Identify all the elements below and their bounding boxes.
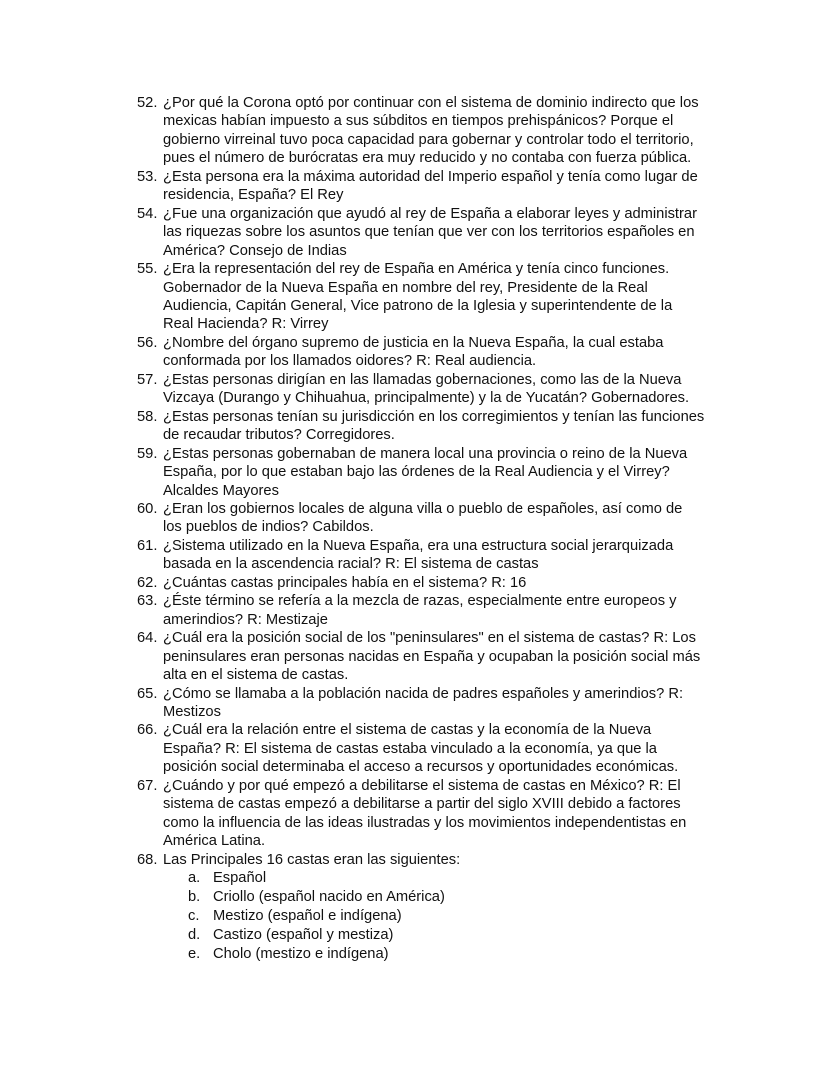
- text-line: residencia, España? El Rey: [163, 187, 344, 204]
- item-number: 67.: [137, 777, 158, 794]
- question-item: [137, 574, 704, 592]
- item-number: 54.: [137, 205, 158, 222]
- text-line: Alcaldes Mayores: [163, 482, 279, 499]
- item-number: 62.: [137, 574, 158, 591]
- item-number: 65.: [137, 685, 158, 702]
- text-line: ¿Cómo se llamaba a la población nacida de padres españoles y amerindios? R:: [163, 685, 684, 702]
- item-number: 53.: [137, 168, 158, 185]
- text-line: los pueblos de indios? Cabildos.: [163, 519, 374, 536]
- text-line: Gobernador de la Nueva España en nombre del rey, Presidente de la Real: [163, 279, 648, 296]
- sub-item-text: Español: [213, 870, 267, 887]
- item-number: 63.: [137, 593, 158, 610]
- sub-item-letter: c.: [188, 908, 200, 925]
- sub-list-item: [137, 869, 704, 888]
- question-item: [137, 721, 704, 776]
- text-line: ¿Fue una organización que ayudó al rey de España a elaborar leyes y administrar: [163, 205, 697, 222]
- question-item: [137, 260, 704, 334]
- question-item: [137, 205, 704, 260]
- text-line: sistema de castas empezó a debilitarse a partir del siglo XVIII debido a factores: [163, 796, 681, 813]
- text-line: América? Consejo de Indias: [163, 242, 347, 259]
- text-line: basada en la ascendencia racial? R: El sistema de castas: [163, 556, 539, 573]
- text-line: ¿Cuál era la relación entre el sistema de castas y la economía de la Nueva: [163, 722, 652, 739]
- sub-item-letter: e.: [188, 946, 201, 963]
- item-number: 66.: [137, 722, 158, 739]
- text-line: alta en el sistema de castas.: [163, 667, 349, 684]
- text-line: Real Hacienda? R: Virrey: [163, 316, 329, 333]
- text-line: amerindios? R: Mestizaje: [163, 611, 328, 628]
- item-number: 60.: [137, 500, 158, 517]
- question-item: [137, 629, 704, 684]
- text-line: conformada por los llamados oidores? R: Real audiencia.: [163, 353, 537, 370]
- question-item: [137, 408, 704, 445]
- item-text: [163, 168, 698, 205]
- text-line: ¿Sistema utilizado en la Nueva España, era una estructura social jerarquizada: [163, 537, 674, 554]
- item-text: [163, 629, 700, 684]
- sub-item-text: Castizo (español y mestiza): [213, 927, 394, 944]
- text-line: ¿Esta persona era la máxima autoridad del Imperio español y tenía como lugar de: [163, 168, 698, 185]
- item-number: 52.: [137, 95, 158, 111]
- text-line: ¿Estas personas dirigían en las llamadas gobernaciones, como las de la Nueva: [163, 371, 682, 388]
- item-text: [163, 537, 673, 574]
- item-number: 59.: [137, 445, 158, 462]
- item-text: [163, 334, 663, 371]
- item-text: [163, 205, 697, 260]
- sub-item-text: Criollo (español nacido en América): [213, 889, 445, 906]
- sub-item-text: Mestizo (español e indígena): [213, 908, 402, 925]
- question-item: [137, 500, 704, 537]
- question-item: [137, 445, 704, 500]
- text-line: América Latina.: [163, 833, 266, 850]
- sub-list-item: [137, 926, 704, 945]
- text-line: ¿Éste término se refería a la mezcla de razas, especialmente entre europeos y: [163, 593, 677, 610]
- item-number: 56.: [137, 334, 158, 351]
- question-item: [137, 168, 704, 205]
- text-line: Vizcaya (Durango y Chihuahua, principalmente) y la de Yucatán? Gobernadores.: [163, 390, 690, 407]
- item-text: [163, 500, 682, 537]
- text-line: ¿Cuándo y por qué empezó a debilitarse el sistema de castas en México? R: El: [163, 777, 681, 794]
- text-line: como la influencia de las ideas ilustradas y los movimientos independentistas en: [163, 814, 687, 831]
- question-item: [137, 777, 704, 851]
- text-line: las riquezas sobre los asuntos que tenían que ver con los territorios españoles en: [163, 224, 695, 241]
- text-line: peninsulares eran personas nacidas en España y ocupaban la posición social más: [163, 648, 701, 665]
- text-line: posición social determinaba el acceso a recursos y oportunidades económicas.: [163, 759, 679, 776]
- sub-item-letter: b.: [188, 889, 201, 906]
- item-number: 64.: [137, 630, 158, 647]
- text-line: ¿Estas personas tenían su jurisdicción en los corregimientos y tenían las funciones: [163, 408, 705, 425]
- item-text: [163, 94, 699, 168]
- item-text: [163, 777, 686, 851]
- text-line: mexicas habían impuesto a sus súbditos en tiempos prehispánicos? Porque el: [163, 113, 674, 130]
- item-text: [163, 851, 460, 869]
- item-text: [163, 685, 683, 722]
- item-text: [163, 574, 526, 592]
- item-text: [163, 445, 687, 500]
- text-line: ¿Cuántas castas principales había en el sistema? R: 16: [163, 574, 527, 591]
- question-item: [137, 685, 704, 722]
- item-text: [163, 408, 704, 445]
- text-line: ¿Eran los gobiernos locales de alguna villa o pueblo de españoles, así como de: [163, 500, 683, 517]
- item-number: 55.: [137, 261, 158, 278]
- text-line: Audiencia, Capitán General, Vice patrono de la Iglesia y superintendente de la: [163, 297, 673, 314]
- question-item: [137, 537, 704, 574]
- text-line: Mestizos: [163, 703, 221, 720]
- item-text: [163, 721, 678, 776]
- text-line: ¿Cuál era la posición social de los "peninsulares" en el sistema de castas? R: Los: [163, 630, 696, 647]
- question-item: [137, 334, 704, 371]
- question-item: [137, 592, 704, 629]
- item-number: 68.: [137, 851, 158, 868]
- text-line: de recaudar tributos? Corregidores.: [163, 427, 395, 444]
- document-body: [137, 94, 704, 964]
- sub-item-letter: d.: [188, 927, 201, 944]
- text-line: ¿Nombre del órgano supremo de justicia en la Nueva España, la cual estaba: [163, 334, 664, 351]
- question-item: [137, 371, 704, 408]
- text-line: ¿Era la representación del rey de España en América y tenía cinco funciones.: [163, 261, 670, 278]
- sub-list-item: [137, 945, 704, 964]
- text-line: España, por lo que estaban bajo las órdenes de la Real Audiencia y el Virrey?: [163, 464, 670, 481]
- text-line: gobierno virreinal tuvo poca capacidad para gobernar y controlar todo el territorio,: [163, 131, 694, 148]
- text-line: España? R: El sistema de castas estaba vinculado a la economía, ya que la: [163, 740, 657, 757]
- item-number: 58.: [137, 408, 158, 425]
- text-line: ¿Por qué la Corona optó por continuar con el sistema de dominio indirecto que los: [163, 95, 699, 111]
- item-text: [163, 592, 677, 629]
- item-text: [163, 371, 689, 408]
- question-item: [137, 94, 704, 168]
- item-number: 61.: [137, 537, 158, 554]
- text-line: Las Principales 16 castas eran las siguientes:: [163, 851, 461, 868]
- item-number: 57.: [137, 371, 158, 388]
- question-item: [137, 851, 704, 869]
- sub-item-letter: a.: [188, 870, 201, 887]
- text-line: pues el número de burócratas era muy reducido y no contaba con fuerza pública.: [163, 150, 692, 167]
- item-text: [163, 260, 672, 334]
- sub-item-text: Cholo (mestizo e indígena): [213, 946, 389, 963]
- text-line: ¿Estas personas gobernaban de manera local una provincia o reino de la Nueva: [163, 445, 688, 462]
- sub-list-item: [137, 888, 704, 907]
- sub-list-item: [137, 907, 704, 926]
